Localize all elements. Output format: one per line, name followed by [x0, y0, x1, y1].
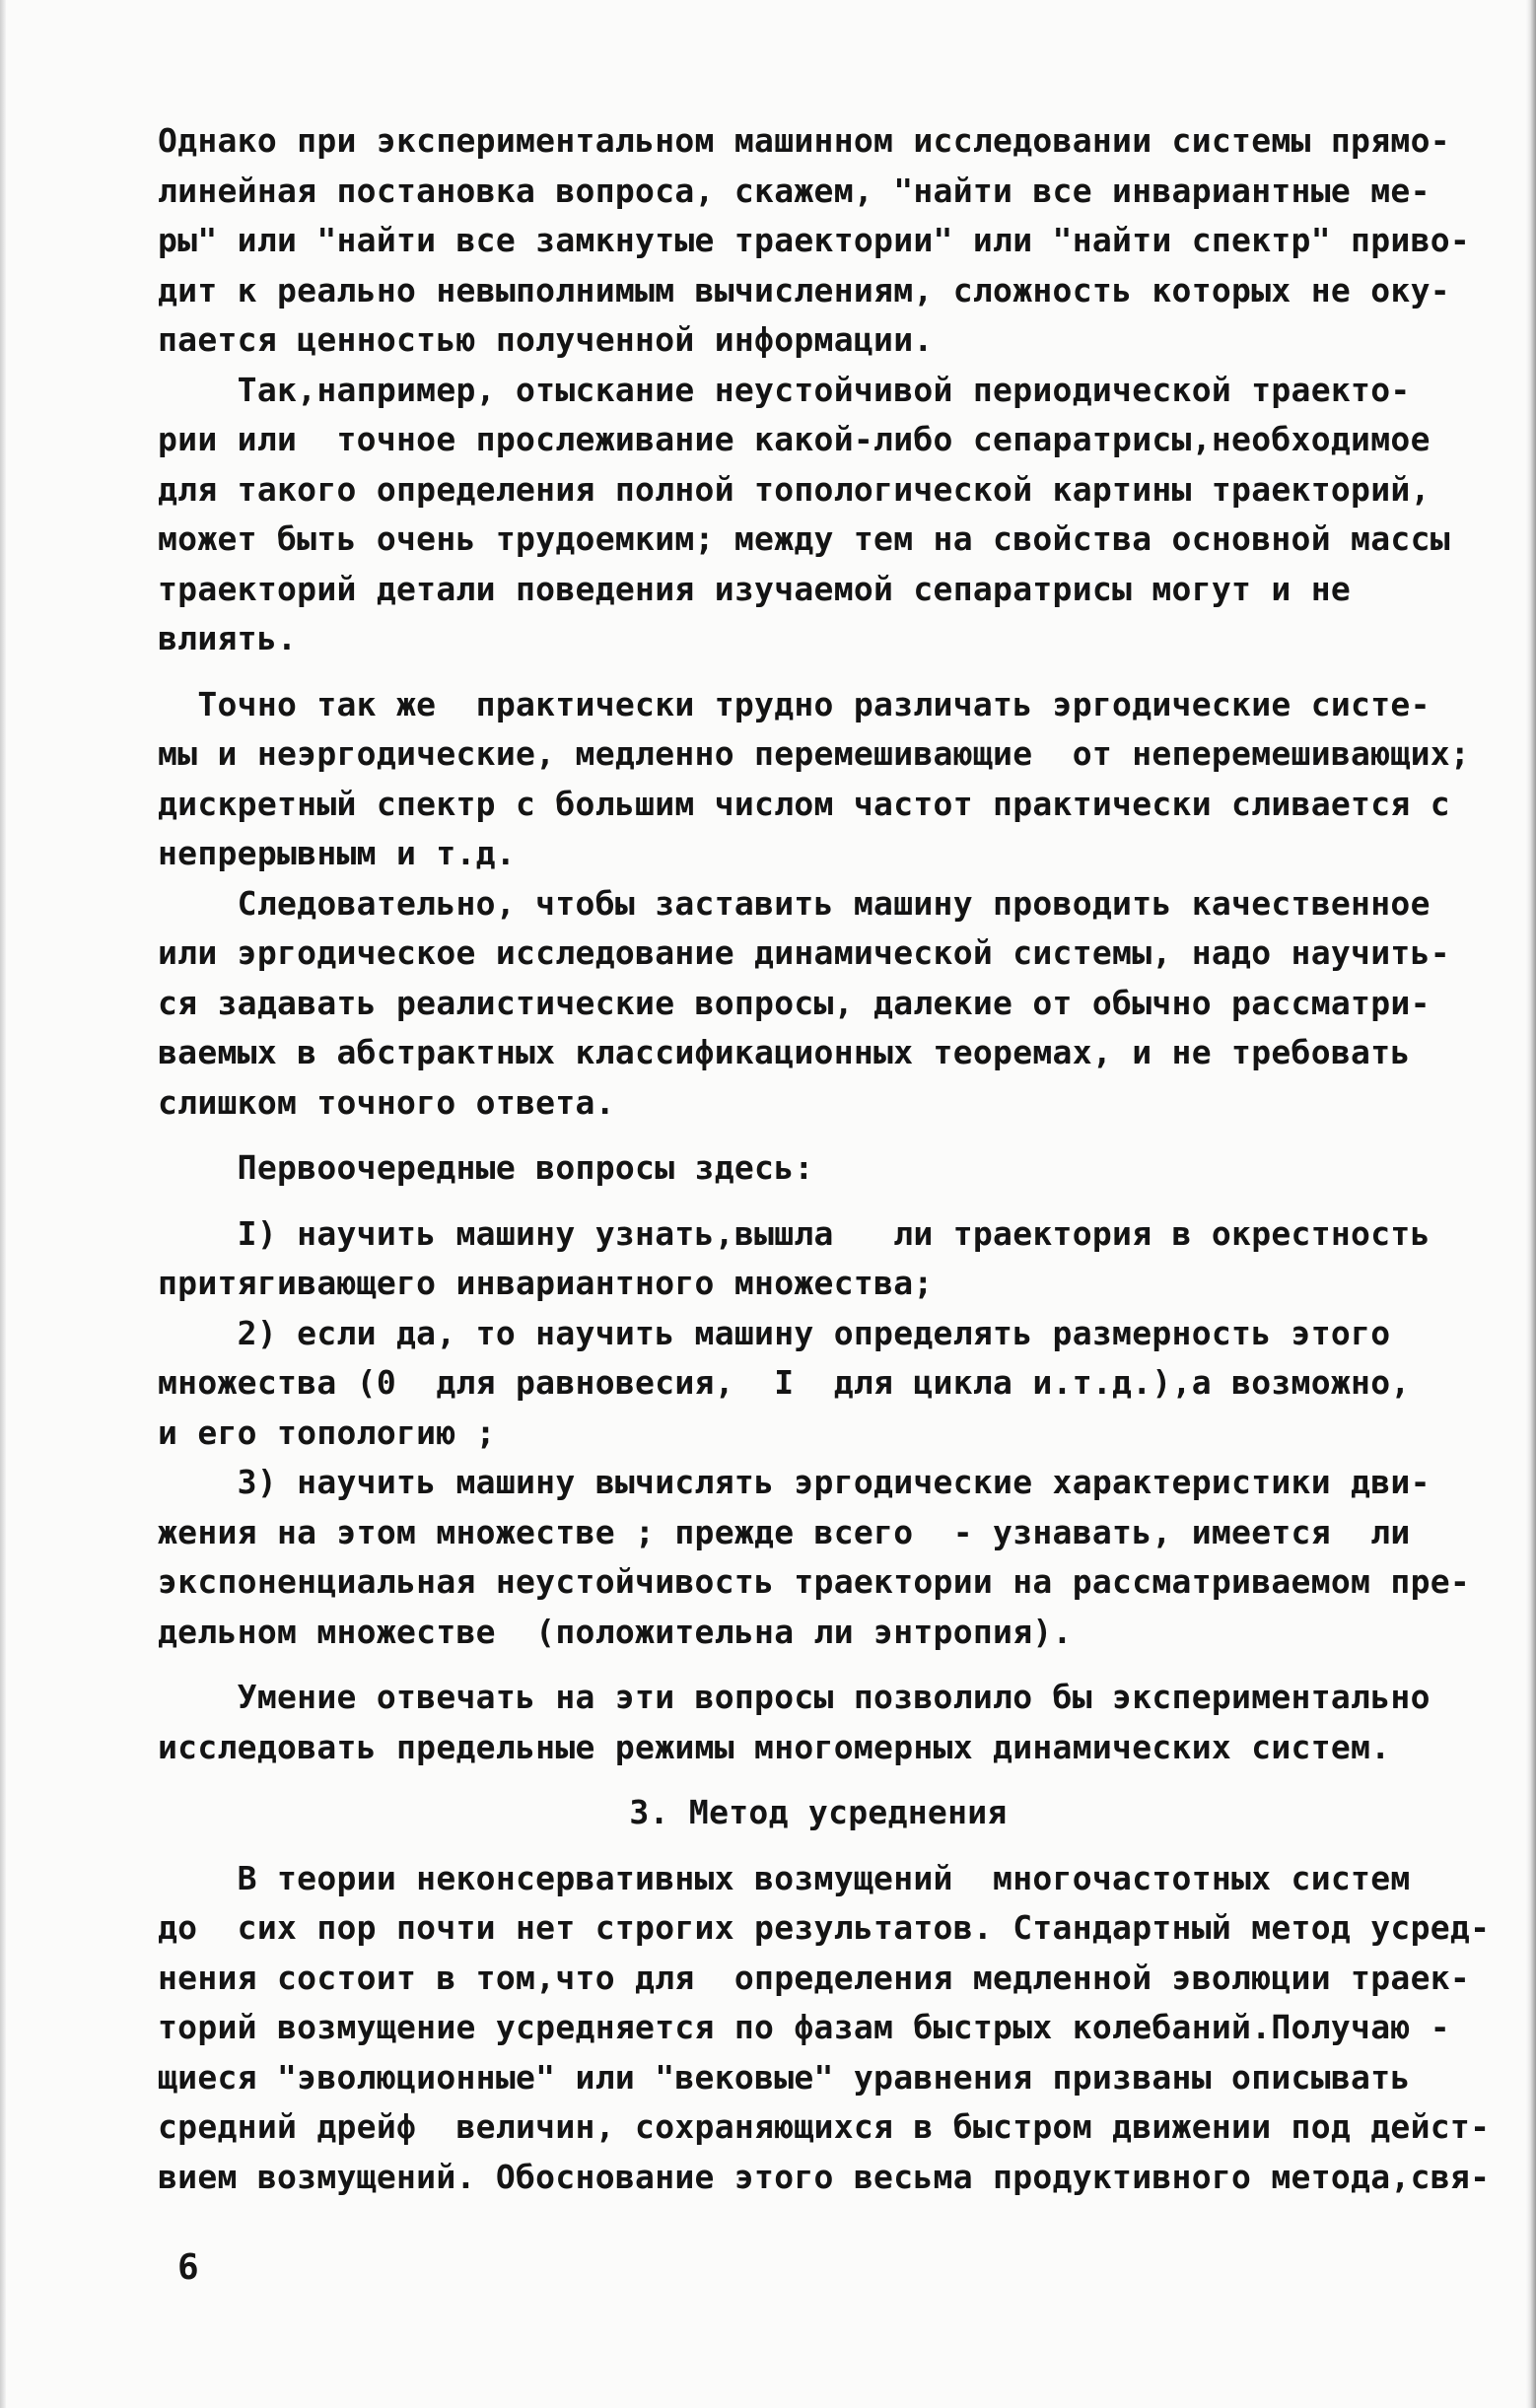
text-line: мы и неэргодические, медленно перемешивающие от неперемешивающих;	[158, 734, 1471, 773]
list-item-line: и его топологию ;	[158, 1412, 496, 1452]
text-line: рии или точное прослеживание какой-либо сепаратрисы,необходимое	[158, 420, 1431, 458]
text-line: линейная постановка вопроса, скажем, "найти все инвариантные ме-	[158, 171, 1431, 210]
paragraph-5	[158, 1143, 1479, 1194]
page-number: 6	[177, 2247, 199, 2288]
numbered-list	[158, 1209, 1479, 1658]
text-line: Так,например, отыскание неустойчивой периодической траекто-	[158, 370, 1411, 409]
paragraph-8	[158, 1854, 1491, 2203]
text-line: пается ценностью полученной информации.	[158, 320, 934, 359]
list-item-line: 2) если да, то научить машину определять размерность этого	[158, 1313, 1391, 1352]
text-line: Умение отвечать на эти вопросы позволило бы экспериментально	[158, 1678, 1431, 1716]
text-line: Точно так же практически трудно различать эргодические систе-	[158, 684, 1431, 723]
text-line: слишком точного ответа.	[158, 1082, 615, 1122]
text-line: торий возмущение усредняется по фазам быстрых колебаний.Получаю -	[158, 2008, 1450, 2046]
text-line: средний дрейф величин, сохраняющихся в быстром движении под дейст-	[158, 2107, 1491, 2146]
text-line: траекторий детали поведения изучаемой сепаратрисы могут и не	[158, 569, 1352, 608]
paragraph-gap	[158, 1128, 1479, 1143]
paragraph-1	[158, 116, 1479, 366]
scan-edge-left	[0, 0, 6, 2408]
text-line: для такого определения полной топологической картины траекторий,	[158, 469, 1431, 509]
scan-edge-right	[1526, 0, 1536, 2408]
list-item-line: экспоненциальная неустойчивость траектории на рассматриваемом пре-	[158, 1562, 1471, 1601]
text-line: ся задавать реалистические вопросы, далекие от обычно рассматри-	[158, 983, 1431, 1022]
text-line: дискретный спектр с большим числом частот практически сливается с	[158, 784, 1450, 823]
text-line: исследовать предельные режимы многомерных динамических систем.	[158, 1727, 1391, 1766]
text-line: Первоочередные вопросы здесь:	[158, 1148, 814, 1187]
list-item-line: притягивающего инвариантного множества;	[158, 1264, 934, 1302]
paragraph-4	[158, 879, 1479, 1129]
text-line: может быть очень трудоемким; между тем на свойства основной массы	[158, 519, 1450, 558]
list-item-line: дельном множестве (положительна ли энтропия).	[158, 1612, 1073, 1651]
page-body	[158, 116, 1491, 2202]
text-line: нения состоит в том,что для определения медленной эволюции траек-	[158, 1958, 1471, 1997]
text-line: вием возмущений. Обоснование этого весьма продуктивного метода,свя-	[158, 2157, 1491, 2196]
text-line: или эргодическое исследование динамической системы, надо научить-	[158, 933, 1450, 972]
section-heading: 3. Метод усреднения	[629, 1793, 1008, 1831]
text-line: Однако при экспериментальном машинном исследовании системы прямо-	[158, 121, 1450, 160]
text-line: ваемых в абстрактных классификационных теоремах, и не требовать	[158, 1033, 1411, 1071]
text-line: ры" или "найти все замкнутые траектории" или "найти спектр" приво-	[158, 221, 1471, 259]
text-line: непрерывным и т.д.	[158, 834, 517, 872]
paragraph-2	[158, 366, 1479, 664]
text-line: В теории неконсервативных возмущений многочастотных систем	[158, 1858, 1411, 1897]
text-line: Следовательно, чтобы заставить машину проводить качественное	[158, 883, 1431, 923]
paragraph-gap	[158, 664, 1479, 680]
paragraph-3	[158, 680, 1479, 879]
text-line: влиять.	[158, 619, 298, 657]
text-line: щиеся "эволюционные" или "вековые" уравнения призваны описывать	[158, 2057, 1411, 2097]
list-item-line: 3) научить машину вычислять эргодические характеристики дви-	[158, 1463, 1431, 1501]
list-item-line: множества (0 для равновесия, I для цикла и.т.д.),а возможно,	[158, 1363, 1411, 1402]
paragraph-gap	[158, 1194, 1479, 1209]
list-item-line: I) научить машину узнать,вышла ли траектория в окрестность	[158, 1213, 1431, 1253]
paragraph-gap	[158, 1657, 1479, 1673]
paragraph-7	[158, 1673, 1479, 1772]
text-line: до сих пор почти нет строгих результатов. Стандартный метод усред-	[158, 1908, 1491, 1947]
text-line: дит к реально невыполнимым вычислениям, сложность которых не оку-	[158, 270, 1450, 310]
list-item-line: жения на этом множестве ; прежде всего - узнавать, имеется ли	[158, 1512, 1411, 1551]
